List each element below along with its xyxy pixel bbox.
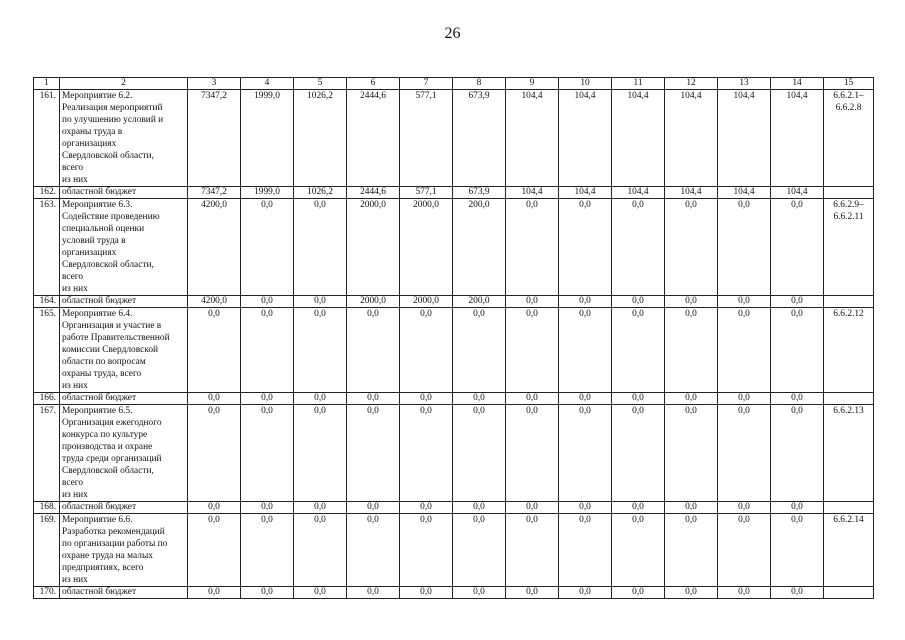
column-number: 2 bbox=[60, 78, 188, 90]
amount-cell: 0,0 bbox=[506, 308, 559, 393]
amount-cell: 104,4 bbox=[718, 90, 771, 187]
amount-cell: 0,0 bbox=[506, 502, 559, 514]
amount-cell: 0,0 bbox=[241, 199, 294, 296]
amount-cell: 0,0 bbox=[771, 514, 824, 587]
amount-cell: 0,0 bbox=[400, 308, 453, 393]
column-number: 7 bbox=[400, 78, 453, 90]
amount-cell: 0,0 bbox=[347, 405, 400, 502]
activity-name: Мероприятие 6.6. Разработка рекомендаций по организации работы по охране труда на малых предприятиях, всего из них bbox=[60, 514, 188, 587]
column-number: 9 bbox=[506, 78, 559, 90]
amount-cell: 0,0 bbox=[294, 308, 347, 393]
amount-cell: 0,0 bbox=[718, 393, 771, 405]
amount-cell: 104,4 bbox=[771, 90, 824, 187]
amount-cell: 0,0 bbox=[612, 199, 665, 296]
amount-cell: 0,0 bbox=[559, 502, 612, 514]
amount-cell: 0,0 bbox=[506, 514, 559, 587]
activity-row bbox=[34, 199, 874, 296]
amount-cell: 0,0 bbox=[347, 514, 400, 587]
amount-cell: 104,4 bbox=[506, 90, 559, 187]
amount-cell: 0,0 bbox=[612, 502, 665, 514]
budget-source-name: областной бюджет bbox=[60, 296, 188, 308]
row-number: 170. bbox=[34, 587, 60, 599]
budget-row bbox=[34, 587, 874, 599]
column-number: 3 bbox=[188, 78, 241, 90]
amount-cell: 0,0 bbox=[347, 502, 400, 514]
amount-cell: 0,0 bbox=[506, 405, 559, 502]
amount-cell: 0,0 bbox=[241, 587, 294, 599]
amount-cell: 0,0 bbox=[294, 405, 347, 502]
amount-cell: 2444,6 bbox=[347, 90, 400, 187]
amount-cell: 0,0 bbox=[294, 502, 347, 514]
amount-cell: 0,0 bbox=[612, 308, 665, 393]
target-indicator-ref bbox=[824, 502, 874, 514]
target-indicator-ref: 6.6.2.1– 6.6.2.8 bbox=[824, 90, 874, 187]
amount-cell: 0,0 bbox=[294, 514, 347, 587]
amount-cell: 104,4 bbox=[506, 187, 559, 199]
amount-cell: 0,0 bbox=[241, 296, 294, 308]
column-number: 15 bbox=[824, 78, 874, 90]
column-number: 1 bbox=[34, 78, 60, 90]
row-number: 164. bbox=[34, 296, 60, 308]
target-indicator-ref: 6.6.2.12 bbox=[824, 308, 874, 393]
amount-cell: 104,4 bbox=[612, 187, 665, 199]
amount-cell: 0,0 bbox=[718, 405, 771, 502]
amount-cell: 0,0 bbox=[718, 502, 771, 514]
budget-row bbox=[34, 296, 874, 308]
budget-source-name: областной бюджет bbox=[60, 187, 188, 199]
amount-cell: 104,4 bbox=[718, 187, 771, 199]
amount-cell: 0,0 bbox=[506, 393, 559, 405]
amount-cell: 0,0 bbox=[665, 296, 718, 308]
amount-cell: 0,0 bbox=[506, 199, 559, 296]
amount-cell: 0,0 bbox=[612, 393, 665, 405]
amount-cell: 0,0 bbox=[612, 296, 665, 308]
activity-row bbox=[34, 308, 874, 393]
amount-cell: 0,0 bbox=[294, 393, 347, 405]
amount-cell: 0,0 bbox=[718, 514, 771, 587]
amount-cell: 0,0 bbox=[718, 308, 771, 393]
column-number-row bbox=[34, 78, 874, 90]
amount-cell: 673,9 bbox=[453, 187, 506, 199]
amount-cell: 0,0 bbox=[506, 296, 559, 308]
amount-cell: 0,0 bbox=[612, 405, 665, 502]
amount-cell: 0,0 bbox=[559, 514, 612, 587]
amount-cell: 0,0 bbox=[771, 199, 824, 296]
budget-row bbox=[34, 187, 874, 199]
amount-cell: 0,0 bbox=[771, 502, 824, 514]
amount-cell: 0,0 bbox=[559, 393, 612, 405]
page-number: 26 bbox=[444, 25, 461, 42]
amount-cell: 0,0 bbox=[718, 296, 771, 308]
amount-cell: 0,0 bbox=[347, 587, 400, 599]
amount-cell: 0,0 bbox=[559, 405, 612, 502]
amount-cell: 104,4 bbox=[665, 187, 718, 199]
amount-cell: 0,0 bbox=[771, 587, 824, 599]
amount-cell: 0,0 bbox=[665, 393, 718, 405]
amount-cell: 1999,0 bbox=[241, 187, 294, 199]
amount-cell: 2000,0 bbox=[400, 199, 453, 296]
activity-name: Мероприятие 6.4. Организация и участие в работе Правительственной комиссии Свердловской области по вопросам охраны труда, всего из них bbox=[60, 308, 188, 393]
amount-cell: 4200,0 bbox=[188, 296, 241, 308]
amount-cell: 0,0 bbox=[347, 393, 400, 405]
amount-cell: 2000,0 bbox=[347, 296, 400, 308]
amount-cell: 4200,0 bbox=[188, 199, 241, 296]
amount-cell: 0,0 bbox=[241, 393, 294, 405]
amount-cell: 0,0 bbox=[718, 199, 771, 296]
amount-cell: 0,0 bbox=[771, 393, 824, 405]
amount-cell: 0,0 bbox=[241, 514, 294, 587]
amount-cell: 0,0 bbox=[400, 393, 453, 405]
amount-cell: 104,4 bbox=[612, 90, 665, 187]
amount-cell: 7347,2 bbox=[188, 90, 241, 187]
amount-cell: 200,0 bbox=[453, 296, 506, 308]
amount-cell: 577,1 bbox=[400, 187, 453, 199]
budget-source-name: областной бюджет bbox=[60, 587, 188, 599]
activity-row bbox=[34, 514, 874, 587]
amount-cell: 0,0 bbox=[188, 514, 241, 587]
amount-cell: 0,0 bbox=[665, 587, 718, 599]
amount-cell: 104,4 bbox=[665, 90, 718, 187]
amount-cell: 0,0 bbox=[665, 514, 718, 587]
amount-cell: 0,0 bbox=[665, 308, 718, 393]
activity-name: Мероприятие 6.3. Содействие проведению специальной оценки условий труда в организациях Свердловской области, всего из них bbox=[60, 199, 188, 296]
row-number: 161. bbox=[34, 90, 60, 187]
amount-cell: 0,0 bbox=[559, 199, 612, 296]
amount-cell: 0,0 bbox=[241, 405, 294, 502]
target-indicator-ref bbox=[824, 393, 874, 405]
amount-cell: 104,4 bbox=[559, 90, 612, 187]
row-number: 168. bbox=[34, 502, 60, 514]
amount-cell: 0,0 bbox=[665, 199, 718, 296]
activity-name: Мероприятие 6.5. Организация ежегодного конкурса по культуре производства и охране труда среди организаций Свердловской области, всего из них bbox=[60, 405, 188, 502]
column-number: 6 bbox=[347, 78, 400, 90]
amount-cell: 1026,2 bbox=[294, 187, 347, 199]
amount-cell: 0,0 bbox=[453, 587, 506, 599]
amount-cell: 0,0 bbox=[188, 308, 241, 393]
amount-cell: 0,0 bbox=[188, 502, 241, 514]
amount-cell: 0,0 bbox=[453, 308, 506, 393]
row-number: 169. bbox=[34, 514, 60, 587]
amount-cell: 200,0 bbox=[453, 199, 506, 296]
activity-row bbox=[34, 405, 874, 502]
column-number: 12 bbox=[665, 78, 718, 90]
target-indicator-ref bbox=[824, 296, 874, 308]
amount-cell: 0,0 bbox=[241, 502, 294, 514]
amount-cell: 0,0 bbox=[188, 405, 241, 502]
amount-cell: 7347,2 bbox=[188, 187, 241, 199]
column-number: 8 bbox=[453, 78, 506, 90]
amount-cell: 1026,2 bbox=[294, 90, 347, 187]
table-body bbox=[34, 78, 874, 599]
amount-cell: 0,0 bbox=[771, 308, 824, 393]
amount-cell: 0,0 bbox=[612, 514, 665, 587]
activity-row bbox=[34, 90, 874, 187]
amount-cell: 0,0 bbox=[294, 296, 347, 308]
amount-cell: 0,0 bbox=[771, 405, 824, 502]
target-indicator-ref: 6.6.2.14 bbox=[824, 514, 874, 587]
row-number: 166. bbox=[34, 393, 60, 405]
activity-name: Мероприятие 6.2. Реализация мероприятий по улучшению условий и охраны труда в организациях Свердловской области, всего из них bbox=[60, 90, 188, 187]
amount-cell: 0,0 bbox=[188, 393, 241, 405]
amount-cell: 0,0 bbox=[453, 393, 506, 405]
amount-cell: 0,0 bbox=[294, 199, 347, 296]
amount-cell: 0,0 bbox=[453, 502, 506, 514]
amount-cell: 2000,0 bbox=[400, 296, 453, 308]
amount-cell: 0,0 bbox=[665, 405, 718, 502]
target-indicator-ref: 6.6.2.9– 6.6.2.11 bbox=[824, 199, 874, 296]
column-number: 5 bbox=[294, 78, 347, 90]
target-indicator-ref bbox=[824, 587, 874, 599]
amount-cell: 0,0 bbox=[453, 514, 506, 587]
amount-cell: 0,0 bbox=[188, 587, 241, 599]
amount-cell: 0,0 bbox=[400, 405, 453, 502]
amount-cell: 0,0 bbox=[453, 405, 506, 502]
program-table bbox=[33, 77, 874, 599]
target-indicator-ref: 6.6.2.13 bbox=[824, 405, 874, 502]
amount-cell: 0,0 bbox=[771, 296, 824, 308]
amount-cell: 0,0 bbox=[241, 308, 294, 393]
row-number: 165. bbox=[34, 308, 60, 393]
column-number: 14 bbox=[771, 78, 824, 90]
budget-row bbox=[34, 393, 874, 405]
amount-cell: 2000,0 bbox=[347, 199, 400, 296]
amount-cell: 0,0 bbox=[559, 587, 612, 599]
amount-cell: 0,0 bbox=[612, 587, 665, 599]
budget-row bbox=[34, 502, 874, 514]
amount-cell: 0,0 bbox=[400, 514, 453, 587]
amount-cell: 2444,6 bbox=[347, 187, 400, 199]
row-number: 163. bbox=[34, 199, 60, 296]
amount-cell: 1999,0 bbox=[241, 90, 294, 187]
row-number: 167. bbox=[34, 405, 60, 502]
amount-cell: 0,0 bbox=[294, 587, 347, 599]
amount-cell: 0,0 bbox=[559, 308, 612, 393]
amount-cell: 577,1 bbox=[400, 90, 453, 187]
amount-cell: 0,0 bbox=[665, 502, 718, 514]
amount-cell: 104,4 bbox=[559, 187, 612, 199]
amount-cell: 0,0 bbox=[559, 296, 612, 308]
row-number: 162. bbox=[34, 187, 60, 199]
column-number: 11 bbox=[612, 78, 665, 90]
amount-cell: 0,0 bbox=[718, 587, 771, 599]
budget-source-name: областной бюджет bbox=[60, 502, 188, 514]
column-number: 13 bbox=[718, 78, 771, 90]
amount-cell: 0,0 bbox=[347, 308, 400, 393]
amount-cell: 0,0 bbox=[506, 587, 559, 599]
amount-cell: 104,4 bbox=[771, 187, 824, 199]
amount-cell: 0,0 bbox=[400, 587, 453, 599]
amount-cell: 673,9 bbox=[453, 90, 506, 187]
amount-cell: 0,0 bbox=[400, 502, 453, 514]
column-number: 4 bbox=[241, 78, 294, 90]
target-indicator-ref bbox=[824, 187, 874, 199]
column-number: 10 bbox=[559, 78, 612, 90]
budget-source-name: областной бюджет bbox=[60, 393, 188, 405]
